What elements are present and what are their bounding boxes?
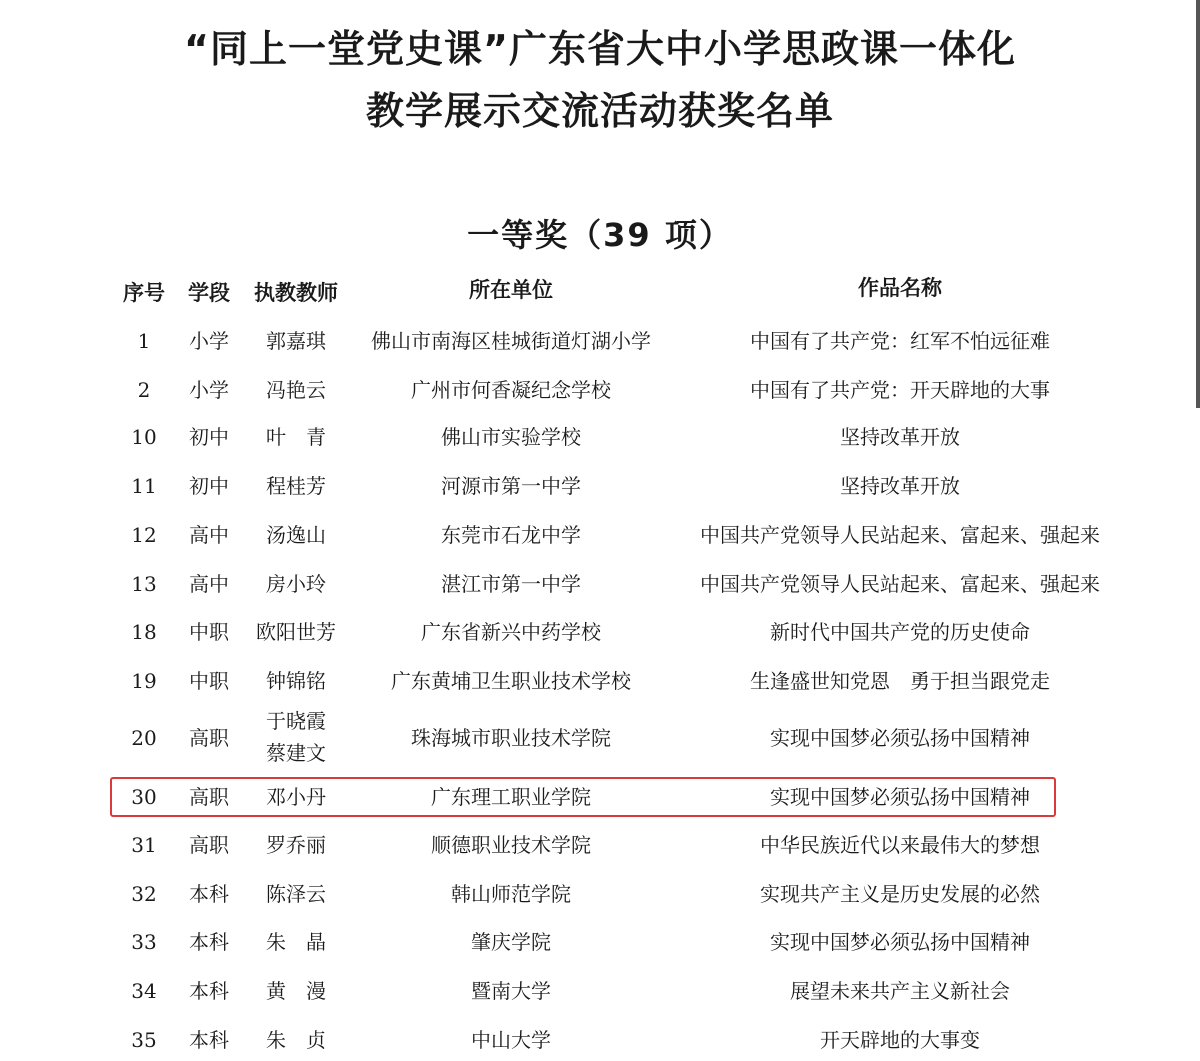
cell-unit: 河源市第一中学: [441, 474, 581, 498]
cell-no: 13: [131, 572, 157, 596]
cell-work: 实现中国梦必须弘扬中国精神: [770, 726, 1030, 750]
cell-unit: 肇庆学院: [471, 930, 551, 954]
cell-work: 中华民族近代以来最伟大的梦想: [760, 833, 1040, 857]
cell-stage: 本科: [189, 979, 229, 1003]
cell-no: 20: [131, 726, 157, 750]
cell-unit: 顺德职业技术学院: [431, 833, 591, 857]
cell-unit: 暨南大学: [471, 979, 551, 1003]
cell-stage: 高职: [189, 726, 229, 750]
cell-unit: 广州市何香凝纪念学校: [411, 378, 611, 402]
cell-unit: 佛山市实验学校: [441, 425, 581, 449]
cell-work: 中国有了共产党：红军不怕远征难: [750, 329, 1050, 353]
cell-stage: 小学: [189, 378, 229, 402]
cell-work: 实现中国梦必须弘扬中国精神: [770, 785, 1030, 809]
cell-teacher: 黄 漫: [266, 979, 326, 1003]
cell-stage: 初中: [189, 474, 229, 498]
cell-no: 11: [131, 474, 157, 498]
cell-unit: 东莞市石龙中学: [441, 523, 581, 547]
cell-teacher: 朱 晶: [266, 930, 326, 954]
cell-teacher: 陈泽云: [266, 882, 326, 906]
cell-no: 34: [131, 979, 157, 1003]
cell-unit: 广东省新兴中药学校: [421, 620, 601, 644]
header-no: 序号: [123, 281, 165, 305]
cell-teacher: 朱 贞: [266, 1028, 326, 1052]
document-title-line-2: 教学展示交流活动获奖名单: [365, 89, 834, 133]
cell-stage: 高中: [189, 572, 229, 596]
cell-stage: 高中: [189, 523, 229, 547]
cell-teacher: 程桂芳: [266, 474, 326, 498]
cell-teacher: 于晓霞: [266, 709, 326, 733]
cell-stage: 本科: [189, 930, 229, 954]
cell-no: 19: [131, 669, 157, 693]
cell-unit: 韩山师范学院: [451, 882, 571, 906]
cell-unit: 广东黄埔卫生职业技术学校: [391, 669, 631, 693]
cell-stage: 高职: [189, 785, 229, 809]
cell-teacher: 冯艳云: [266, 378, 326, 402]
cell-teacher: 罗乔丽: [266, 833, 326, 857]
cell-no: 10: [131, 425, 157, 449]
cell-work: 实现共产主义是历史发展的必然: [760, 882, 1040, 906]
cell-unit: 广东理工职业学院: [431, 785, 591, 809]
cell-unit: 中山大学: [471, 1028, 551, 1052]
cell-work: 中国共产党领导人民站起来、富起来、强起来: [700, 523, 1100, 547]
cell-unit: 佛山市南海区桂城街道灯湖小学: [371, 329, 651, 353]
cell-work: 开天辟地的大事变: [820, 1028, 980, 1052]
cell-no: 33: [131, 930, 157, 954]
cell-stage: 本科: [189, 1028, 229, 1052]
cell-teacher: 叶 青: [266, 425, 326, 449]
cell-stage: 本科: [189, 882, 229, 906]
cell-teacher: 欧阳世芳: [256, 620, 336, 644]
cell-work: 生逢盛世知党恩 勇于担当跟党走: [750, 669, 1050, 693]
document-title-line-1: “同上一堂党史课”广东省大中小学思政课一体化: [184, 27, 1016, 71]
header-teacher: 执教教师: [254, 281, 338, 305]
cell-work: 展望未来共产主义新社会: [790, 979, 1010, 1003]
cell-work: 新时代中国共产党的历史使命: [770, 620, 1030, 644]
cell-teacher: 郭嘉琪: [266, 329, 326, 353]
cell-stage: 高职: [189, 833, 229, 857]
cell-no: 32: [131, 882, 157, 906]
cell-teacher: 钟锦铭: [266, 669, 326, 693]
cell-work: 中国有了共产党：开天辟地的大事: [750, 378, 1050, 402]
cell-stage: 中职: [189, 669, 229, 693]
cell-teacher: 房小玲: [266, 572, 326, 596]
cell-work: 坚持改革开放: [840, 474, 960, 498]
cell-no: 18: [131, 620, 157, 644]
cell-teacher: 汤逸山: [266, 523, 326, 547]
cell-no: 12: [131, 523, 157, 547]
cell-work: 实现中国梦必须弘扬中国精神: [770, 930, 1030, 954]
header-work: 作品名称: [858, 276, 942, 300]
cell-work: 坚持改革开放: [840, 425, 960, 449]
cell-stage: 初中: [189, 425, 229, 449]
cell-stage: 小学: [189, 329, 229, 353]
cell-no: 30: [131, 785, 157, 809]
header-unit: 所在单位: [469, 278, 553, 302]
cell-unit: 珠海城市职业技术学院: [411, 726, 611, 750]
cell-no: 1: [137, 329, 151, 353]
cell-stage: 中职: [189, 620, 229, 644]
prize-heading: 一等奖（39 项）: [467, 216, 733, 254]
cell-no: 35: [131, 1028, 157, 1052]
cell-unit: 湛江市第一中学: [441, 572, 581, 596]
cell-no: 31: [131, 833, 157, 857]
cell-teacher: 邓小丹: [266, 785, 326, 809]
header-stage: 学段: [188, 281, 230, 305]
cell-work: 中国共产党领导人民站起来、富起来、强起来: [700, 572, 1100, 596]
cell-no: 2: [137, 378, 151, 402]
cell-teacher-second: 蔡建文: [266, 741, 326, 765]
